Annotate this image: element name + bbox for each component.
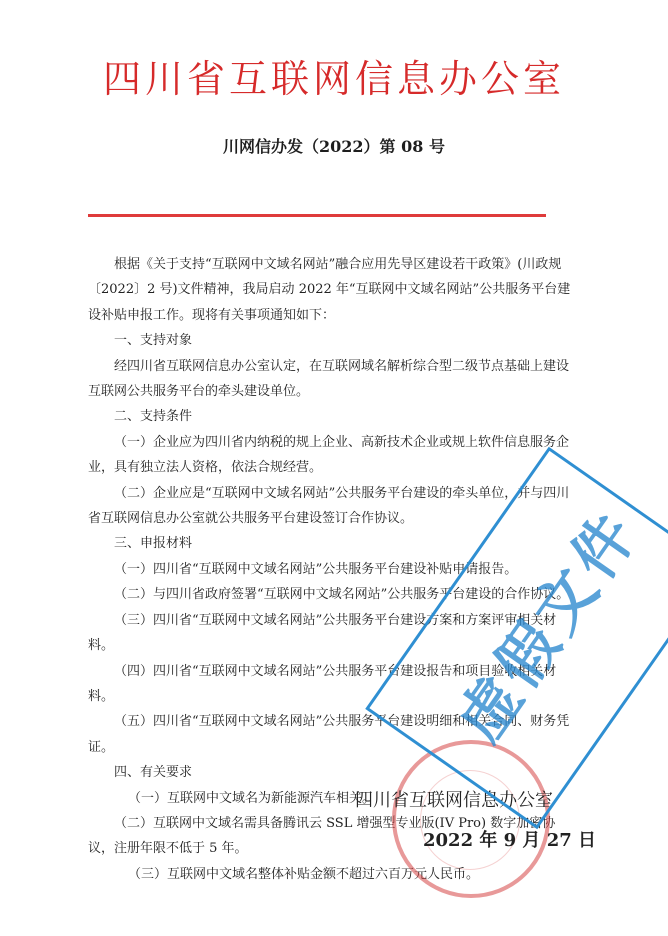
signature-date: 2022 年 9 月 27 日 [423,830,597,851]
list-item: （四）四川省“互联网中文域名网站”公共服务平台建设报告和项目验收相关材料。 [88,663,557,704]
list-item: （二）与四川省政府签署“互联网中文域名网站”公共服务平台建设的合作协议。 [114,587,570,603]
section-paragraph: 经四川省互联网信息办公室认定，在互联网域名解析综合型二级节点基础上建设互联网公共服务平台的牵头建设单位。 [88,358,570,400]
document-number: 川网信办发（2022）第 08 号 [223,137,445,156]
list-item: （三）四川省“互联网中文域名网站”公共服务平台建设方案和方案评审相关材料。 [88,612,557,654]
signature-org: 四川省互联网信息办公室 [355,790,553,811]
list-item: （五）四川省“互联网中文域名网站”公共服务平台建设明细和相关合同、财务凭证。 [88,714,570,755]
section-heading: 二、支持条件 [114,409,193,425]
intro-paragraph: 根据《关于支持“互联网中文域名网站”融合应用先导区建设若干政策》(川政规〔2022〕2 号)文件精神，我局启动 2022 年“互联网中文域名网站”公共服务平台建设补贴申报工作。现将有关事项通知如下： [88,257,571,323]
fake-document-stamp-text: 虚假文件 [444,497,654,755]
list-item: （一）企业应为四川省内纳税的规上企业、高新技术企业或规上软件信息服务企业，具有独立法人资格，依法合规经营。 [88,434,570,476]
section-heading: 四、有关要求 [114,765,193,781]
list-item: （二）互联网中文域名需具备腾讯云 SSL 增强型专业版(IV Pro) 数字加密协议，注册年限不低于 5 年。 [88,815,556,857]
list-item: （一）互联网中文域名为新能源汽车相关。 [128,790,376,806]
page-title: 四川省互联网信息办公室 [102,57,565,101]
section-heading: 一、支持对象 [114,333,193,349]
list-item: （二）企业应是“互联网中文域名网站”公共服务平台建设的牵头单位，并与四川省互联网信息办公室就公共服务平台建设签订合作协议。 [88,485,570,527]
section-heading: 三、申报材料 [114,536,193,552]
red-divider [88,214,546,217]
list-item: （一）四川省“互联网中文域名网站”公共服务平台建设补贴申请报告。 [114,561,518,577]
list-item: （三）互联网中文域名整体补贴金额不超过六百万元人民币。 [128,866,480,882]
